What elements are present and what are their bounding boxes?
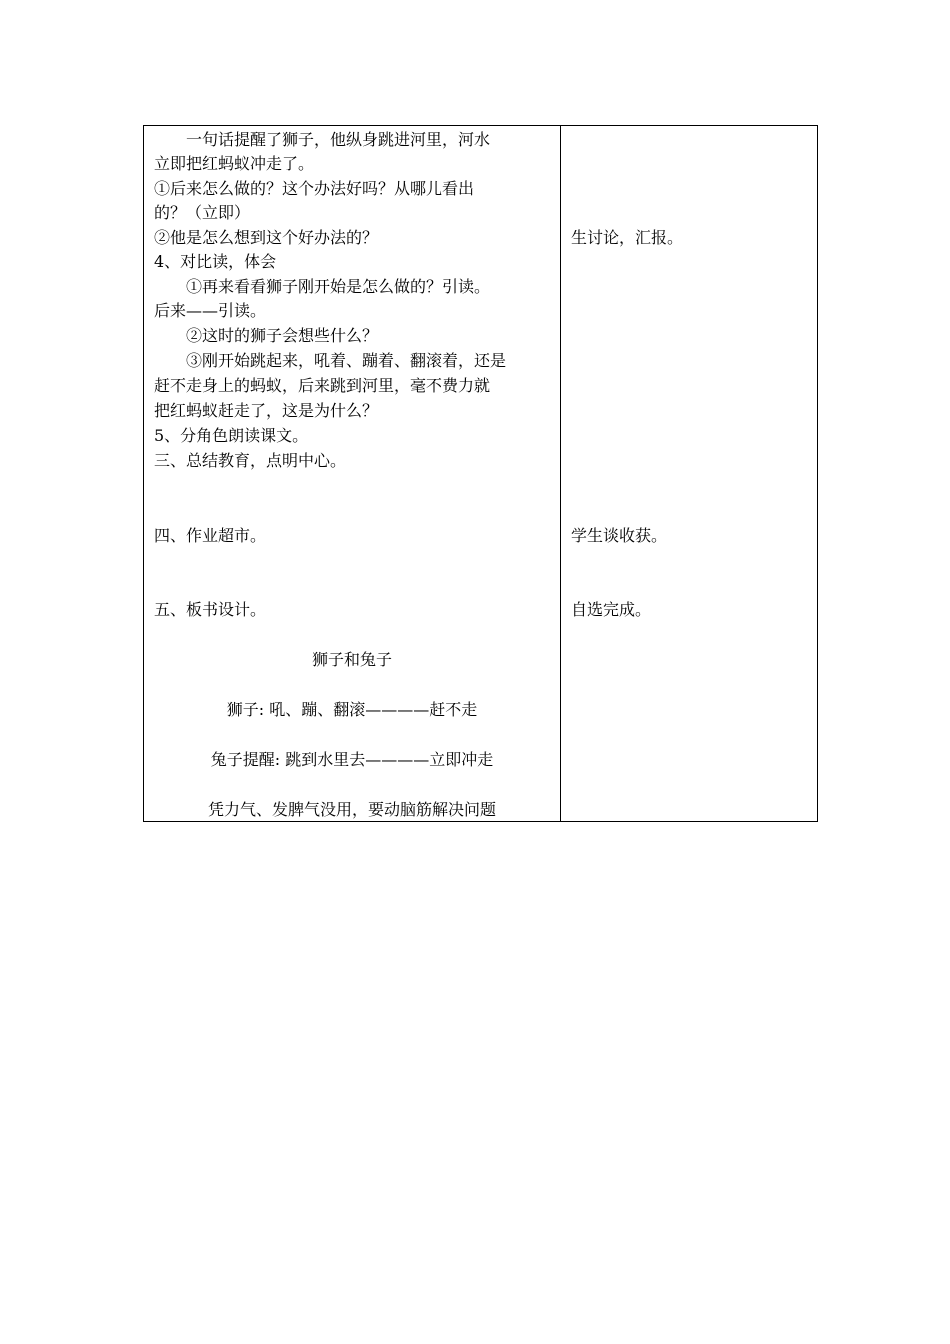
left-line-5: ②他是怎么想到这个好办法的？ — [154, 228, 379, 247]
left-line-6: 4、对比读，体会 — [154, 252, 277, 271]
left-line-3: ①后来怎么做的？这个办法好吗？从哪儿看出 — [154, 179, 475, 198]
left-line-9: ②这时的狮子会想些什么？ — [154, 326, 379, 345]
lesson-table — [143, 125, 818, 822]
board-line-1: 狮子: 吼、蹦、翻滚————赶不走 — [226, 700, 478, 719]
left-line-4: 的？（立即） — [154, 203, 251, 222]
column-divider — [560, 126, 561, 821]
left-line-16: 五、板书设计。 — [154, 600, 267, 619]
board-line-3: 凭力气、发脾气没用，要动脑筋解决问题 — [207, 800, 496, 819]
left-line-12: 把红蚂蚁赶走了，这是为什么？ — [154, 401, 379, 420]
right-line-harvest: 学生谈收获。 — [571, 526, 668, 545]
left-line-14: 三、总结教育，点明中心。 — [154, 451, 347, 470]
right-line-choose: 自选完成。 — [571, 600, 652, 619]
left-line-10: ③刚开始跳起来，吼着、蹦着、翻滚着，还是 — [154, 351, 507, 370]
right-line-discuss: 生讨论，汇报。 — [571, 228, 684, 247]
left-line-15: 四、作业超市。 — [154, 526, 267, 545]
left-line-11: 赶不走身上的蚂蚁，后来跳到河里，毫不费力就 — [154, 376, 491, 395]
left-line-7: ①再来看看狮子刚开始是怎么做的？引读。 — [154, 277, 491, 296]
left-line-2: 立即把红蚂蚁冲走了。 — [154, 154, 315, 173]
left-line-1: 一句话提醒了狮子，他纵身跳进河里，河水 — [154, 130, 491, 149]
board-line-2: 兔子提醒: 跳到水里去————立即冲走 — [210, 750, 494, 769]
left-line-13: 5、分角色朗读课文。 — [154, 426, 309, 445]
board-title: 狮子和兔子 — [311, 650, 392, 669]
left-line-8: 后来——引读。 — [154, 301, 267, 320]
